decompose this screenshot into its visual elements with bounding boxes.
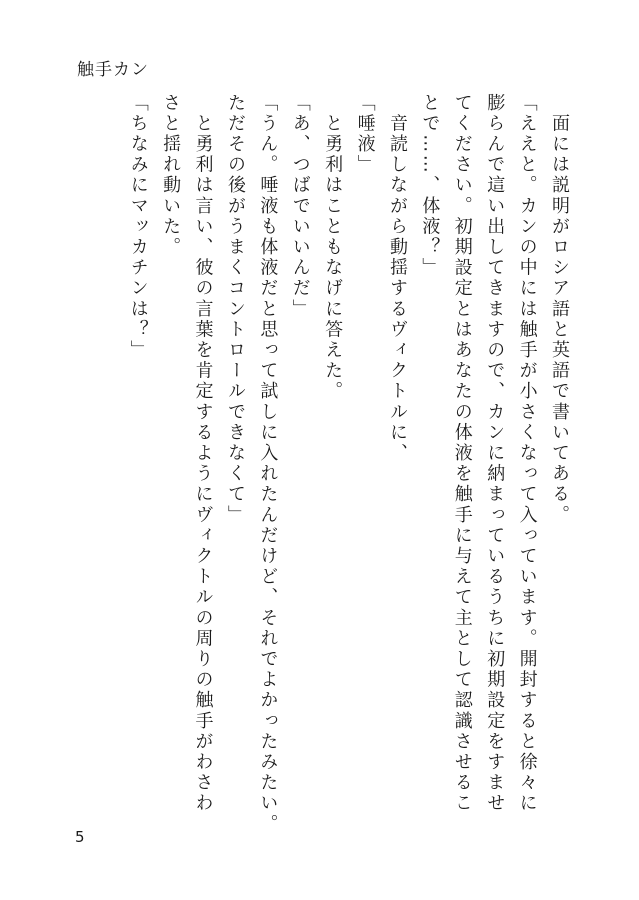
text-line: 「うん。唾液も体液だと思って試しに入れたんだけど、それでよかったみたい。 [257, 93, 279, 835]
text-line: と勇利は言い、彼の言葉を肯定するようにヴィクトルの周りの触手がわさわ [192, 93, 214, 814]
text-line: 「唾液」 [354, 93, 376, 176]
text-line: さと揺れ動いた。 [160, 93, 182, 258]
text-line: と勇利はこともなげに答えた。 [322, 93, 344, 402]
text-line: ただその後がうまくコントロールできなくて」 [224, 93, 246, 526]
text-line: 「あ、つばでいいんだ」 [289, 93, 311, 320]
text-line: 面には説明がロシア語と英語で書いてある。 [549, 93, 570, 526]
text-line: 「ちなみにマッカチンは？」 [127, 93, 149, 361]
body-text [75, 93, 575, 835]
text-line: とで……、体液？」 [419, 93, 441, 279]
text-line: 「ええと。カンの中には触手が小さくなって入っています。開封すると徐々に [516, 93, 538, 814]
page-number: 5 [75, 828, 85, 846]
text-line: 音読しながら動揺するヴィクトルに、 [386, 93, 408, 464]
text-line: 膨らんで這い出してきますので、カンに納まっているうちに初期設定をすませ [484, 93, 506, 814]
running-header: 触手カン [77, 60, 149, 80]
text-line: てください。初期設定とはあなたの体液を触手に与えて主として認識させるこ [451, 93, 473, 814]
